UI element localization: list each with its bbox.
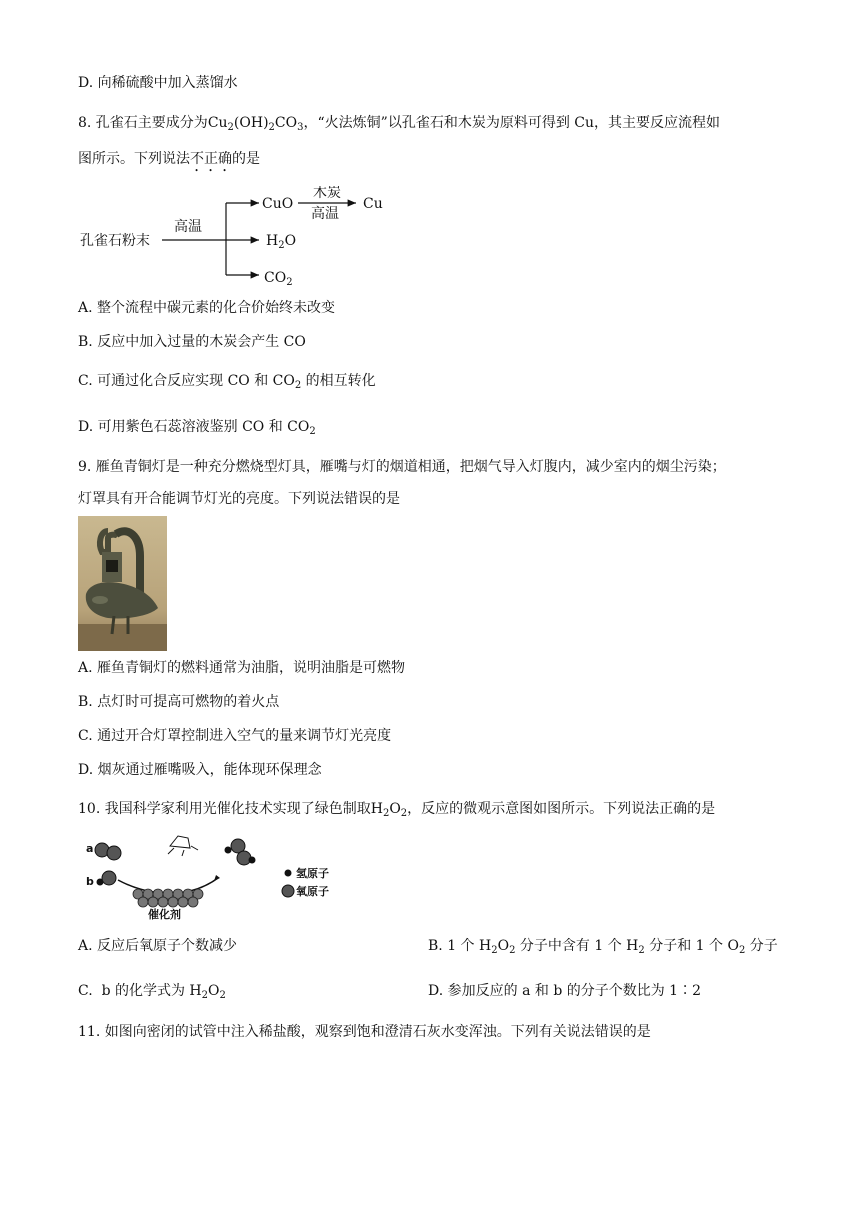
micro-catalyst-label: 催化剂 (148, 908, 181, 920)
q11-stem: 11. 如图向密闭的试管中注入稀盐酸，观察到饱和澄清石灰水变浑浊。下列有关说法错误的是 (78, 1024, 651, 1040)
flow-condition-second: 高温 (311, 206, 339, 222)
flow-final-cu: Cu (363, 196, 383, 212)
q9-option-d: D. 烟灰通过雁嘴吸入，能体现环保理念 (78, 762, 322, 778)
q8-option-c: C. 可通过化合反应实现 CO 和 $CO_2$ 的相互转化 (78, 373, 376, 391)
q10-formula: $H_2O_2$ (370, 801, 408, 819)
q8-formula: $Cu_2(OH)_2CO_3$ (207, 115, 304, 133)
micro-legend-o: 氧原子 (296, 885, 329, 898)
q8-flow-diagram (78, 186, 408, 286)
q10-stem (78, 799, 715, 824)
flow-source: 孔雀石粉末 (80, 233, 150, 249)
q9-option-b: B. 点灯时可提高可燃物的着火点 (78, 694, 280, 710)
q8-emphasis: 不正确 (190, 151, 232, 167)
q10-option-a: A. 反应后氧原子个数减少 (78, 938, 238, 954)
flow-condition-main: 高温 (174, 219, 202, 235)
q8-stem-part1: 8. 孔雀石主要成分为 (78, 115, 208, 131)
bronze-lamp-photo (78, 516, 167, 651)
q9-option-a: A. 雁鱼青铜灯的燃料通常为油脂，说明油脂是可燃物 (78, 660, 406, 676)
q7-option-d: D. 向稀硫酸中加入蒸馏水 (78, 75, 238, 91)
q8-stem-part2: ，“火法炼铜”以孔雀石和木炭为原料可得到 Cu，其主要反应流程如 (303, 115, 720, 131)
q8-stem-line2 (78, 149, 260, 175)
q10-option-b: B. 1 个 $H_2O_2$ 分子中含有 1 个 $H_2$ 分子和 1 个 $O_2$ 分子 (428, 938, 778, 956)
q10-option-c: C. b 的化学式为 $H_2O_2$ (78, 983, 226, 1001)
q9-stem-line2: 灯罩具有开合能调节灯光的亮度。下列说法错误的是 (78, 491, 400, 507)
q8-option-b: B. 反应中加入过量的木炭会产生 CO (78, 334, 306, 350)
micro-label-a: a (86, 842, 94, 855)
q10-micro-diagram (78, 830, 338, 920)
q8-stem-line1 (78, 113, 720, 138)
q8-stem-part3: 图所示。下列说法 (78, 151, 190, 167)
q8-option-a: A. 整个流程中碳元素的化合价始终未改变 (78, 300, 336, 316)
flow-product-cuo: CuO (262, 196, 294, 212)
q10-stem-part2: ，反应的微观示意图如图所示。下列说法正确的是 (407, 801, 716, 817)
flow-reagent-top: 木炭 (313, 186, 341, 201)
micro-label-b: b (86, 875, 94, 888)
q9-stem-line1: 9. 雁鱼青铜灯是一种充分燃烧型灯具，雁嘴与灯的烟道相通，把烟气导入灯腹内，减少室内的烟尘污染； (78, 459, 726, 475)
q10-stem-part1: 10. 我国科学家利用光催化技术实现了绿色制取 (78, 801, 371, 817)
flow-product-co2: $CO_2$ (264, 270, 293, 286)
q8-option-d: D. 可用紫色石蕊溶液鉴别 CO 和 $CO_2$ (78, 419, 316, 437)
q9-option-c: C. 通过开合灯罩控制进入空气的量来调节灯光亮度 (78, 728, 392, 744)
q8-stem-part4: 的是 (232, 151, 260, 167)
q10-option-d: D. 参加反应的 a 和 b 的分子个数比为 1∶2 (428, 983, 701, 999)
micro-legend-h: 氢原子 (296, 867, 329, 880)
flow-product-h2o: $H_2O$ (266, 233, 297, 251)
